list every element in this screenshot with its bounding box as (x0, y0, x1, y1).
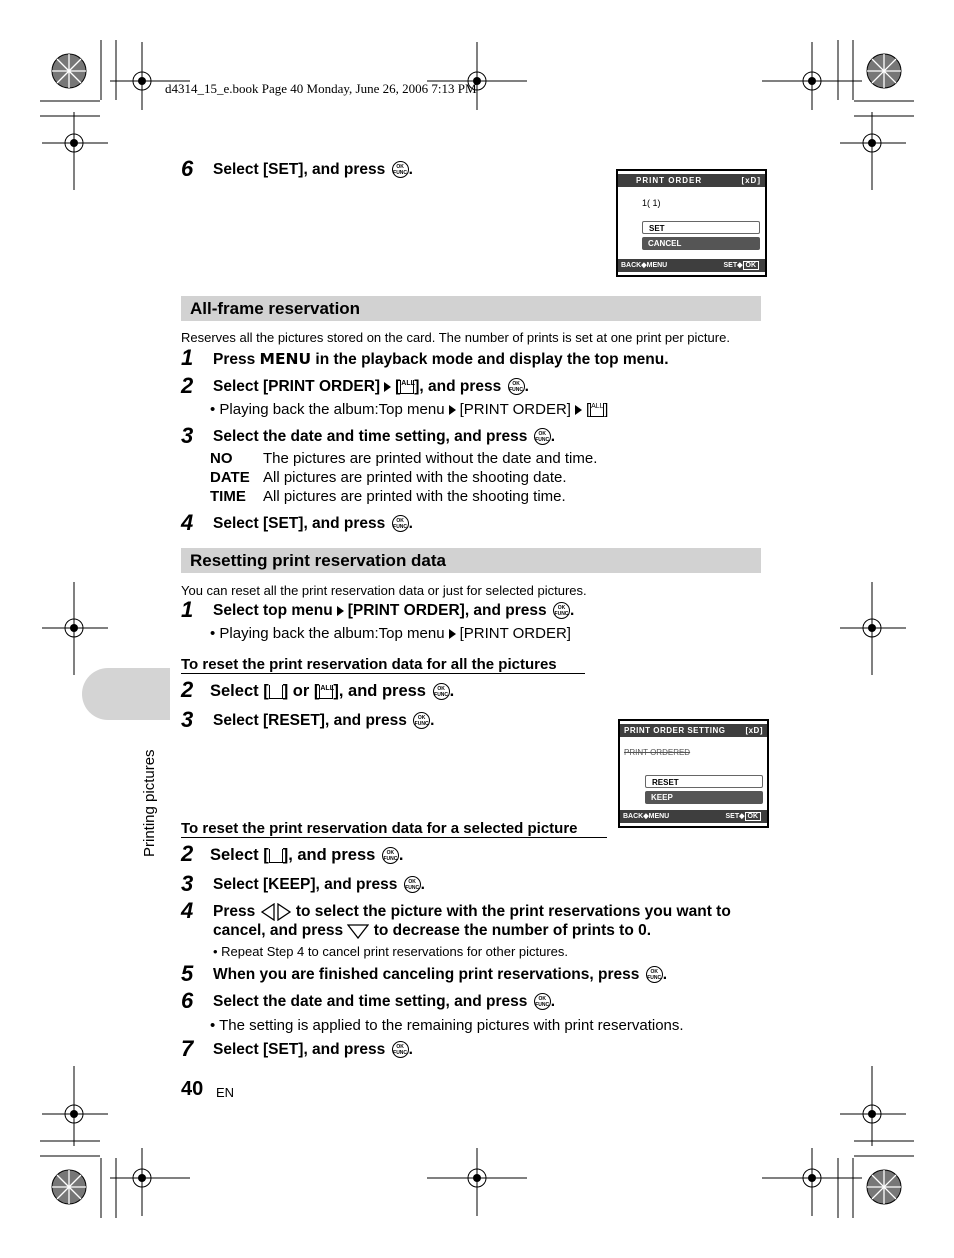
chapter-label: Printing pictures (141, 749, 158, 857)
opt-no-value: The pictures are printed without the date and time. (263, 450, 598, 467)
ok-func-icon: OK FUNC (646, 966, 663, 983)
section2-intro: You can reset all the print reservation data or just for selected pictures. (181, 583, 587, 598)
subheading-reset-selected: To reset the print reservation data for a selected picture (181, 820, 607, 838)
ok-func-icon: OK FUNC (534, 428, 551, 445)
chapter-tab (82, 668, 170, 720)
lcd-title-bar: PRINT ORDER [xD] (618, 174, 765, 187)
opt-time-key: TIME (210, 488, 246, 505)
lcd-option-cancel[interactable]: CANCEL (642, 237, 760, 250)
opt-date-value: All pictures are printed with the shooting date. (263, 469, 567, 486)
ok-func-icon: OK FUNC (433, 683, 450, 700)
ok-func-icon: OK FUNC (392, 161, 409, 178)
ok-func-icon: OK FUNC (392, 515, 409, 532)
lcd-option-set[interactable]: SET (642, 221, 760, 234)
subheading-reset-all: To reset the print reservation data for all the pictures (181, 656, 585, 674)
ok-func-icon: OK FUNC (382, 847, 399, 864)
section-all-frame-title: All-frame reservation (181, 296, 761, 321)
print-ordered-status: PRINT ORDERED (624, 748, 691, 757)
ok-func-icon: OK FUNC (392, 1041, 409, 1058)
left-right-arrow-icon (260, 903, 292, 921)
down-arrow-icon (347, 923, 369, 939)
single-print-icon (269, 685, 283, 699)
page-number: 40 (181, 1078, 204, 1100)
opt-no-key: NO (210, 450, 233, 467)
b-step-6-note: • The setting is applied to the remaining pictures with print reservations. (210, 1017, 684, 1034)
opt-date-key: DATE (210, 469, 250, 486)
lcd-print-order: PRINT ORDER [xD] 1( 1) SET CANCEL BACK◆MENU SET◆ OK (616, 169, 767, 277)
s1-step-2-note: • Playing back the album:Top menu [PRINT ORDER] [ALL] (210, 401, 609, 418)
single-print-icon (269, 849, 283, 863)
print-count: 1( 1) (642, 198, 661, 208)
all-print-icon: ALL (319, 685, 333, 699)
all-print-icon: ALL (590, 403, 604, 417)
lcd-option-reset[interactable]: RESET (645, 775, 763, 788)
ok-func-icon: OK FUNC (404, 876, 421, 893)
opt-time-value: All pictures are printed with the shooting time. (263, 488, 566, 505)
ok-func-icon: OK FUNC (534, 993, 551, 1010)
print-header: d4314_15_e.book Page 40 Monday, June 26, 2006 7:13 PM (165, 81, 477, 96)
s2-step-1-note: • Playing back the album:Top menu [PRINT ORDER] (210, 625, 571, 642)
section-reset-title: Resetting print reservation data (181, 548, 761, 573)
lcd-option-keep[interactable]: KEEP (645, 791, 763, 804)
lcd-print-order-setting: PRINT ORDER SETTING [xD] PRINT ORDERED RESET KEEP BACK◆MENU SET◆ OK (618, 719, 769, 828)
ok-func-icon: OK FUNC (413, 712, 430, 729)
ok-func-icon: OK FUNC (553, 602, 570, 619)
all-print-icon: ALL (400, 380, 414, 394)
ok-func-icon: OK FUNC (508, 378, 525, 395)
step-number: 6 (181, 156, 194, 181)
b-step-4-note: • Repeat Step 4 to cancel print reservations for other pictures. (213, 944, 569, 959)
section1-intro: Reserves all the pictures stored on the card. The number of prints is set at one print per picture. (181, 330, 730, 345)
page-language: EN (216, 1085, 235, 1100)
